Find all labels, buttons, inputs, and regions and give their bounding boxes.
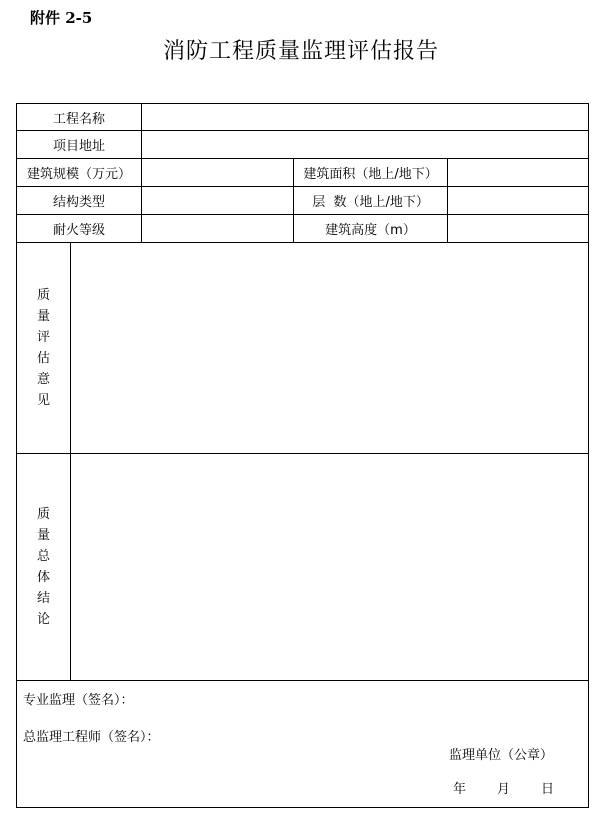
date-month: 月 — [497, 782, 511, 797]
value-building-height[interactable] — [448, 215, 589, 243]
value-building-area[interactable] — [448, 159, 589, 187]
row-scale-area — [17, 159, 589, 187]
value-building-scale[interactable] — [142, 159, 294, 187]
report-form-table — [16, 103, 589, 808]
supervision-unit-seal-label: 监理单位（公章） — [449, 748, 554, 763]
value-structure-type[interactable] — [142, 187, 294, 215]
label-overall-conclusion: 质量总体结论 — [17, 454, 71, 681]
value-overall-conclusion[interactable] — [71, 454, 589, 681]
label-fire-rating: 耐火等级 — [17, 215, 142, 243]
row-project-name — [17, 104, 589, 131]
row-quality-opinion — [17, 243, 589, 454]
value-floors[interactable] — [448, 187, 589, 215]
value-project-name[interactable] — [142, 104, 589, 131]
signature-area — [17, 681, 589, 808]
row-overall-conclusion — [17, 454, 589, 681]
label-project-name: 工程名称 — [17, 104, 142, 131]
signature-date — [453, 778, 554, 797]
label-building-scale: 建筑规模（万元） — [17, 159, 142, 187]
attachment-number: 附件 2-5 — [30, 9, 93, 27]
page-title: 消防工程质量监理评估报告 — [162, 39, 439, 64]
label-floors: 层 数（地上/地下） — [294, 187, 448, 215]
label-building-area: 建筑面积（地上/地下） — [294, 159, 448, 187]
chief-engineer-signature-label: 总监理工程师（签名）： — [23, 730, 160, 745]
date-year: 年 — [453, 782, 467, 797]
value-project-address[interactable] — [142, 131, 589, 159]
row-project-address — [17, 131, 589, 159]
row-signatures — [17, 681, 589, 808]
row-structure-floors — [17, 187, 589, 215]
label-project-address: 项目地址 — [17, 131, 142, 159]
label-quality-opinion: 质量评估意见 — [17, 243, 71, 454]
row-fire-height — [17, 215, 589, 243]
label-building-height: 建筑高度（m） — [294, 215, 448, 243]
specialist-signature-label: 专业监理（签名）： — [23, 693, 134, 708]
label-structure-type: 结构类型 — [17, 187, 142, 215]
date-day: 日 — [541, 782, 555, 797]
value-fire-rating[interactable] — [142, 215, 294, 243]
value-quality-opinion[interactable] — [71, 243, 589, 454]
